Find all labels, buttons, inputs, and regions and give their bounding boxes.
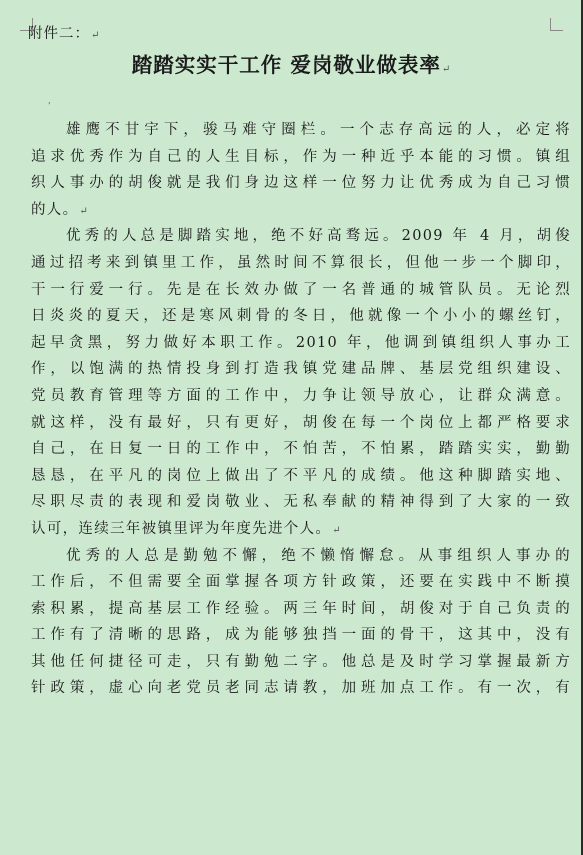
text-line-content: 日炎炎的夏天，还是寒风刺骨的冬日，他就像一个小小的螺丝钉， bbox=[31, 308, 571, 325]
text-line bbox=[31, 383, 571, 410]
text-line bbox=[31, 410, 571, 437]
text-line bbox=[31, 330, 571, 357]
text-line-content: 针政策，虚心向老党员老同志请教，加班加点工作。有一次，有 bbox=[31, 680, 571, 697]
text-line bbox=[31, 277, 571, 304]
paragraph-mark: ↵ bbox=[79, 205, 90, 217]
text-line bbox=[31, 622, 571, 649]
text-line bbox=[31, 250, 571, 277]
text-line-content: 党员教育管理等方面的工作中，力争让领导放心，让群众满意。 bbox=[31, 387, 571, 404]
text-line-content: 干一行爱一行。先是在长效办做了一名普通的城管队员。无论烈 bbox=[31, 281, 571, 298]
text-line-content: 尽职尽责的表现和爱岗敬业、无私奉献的精神得到了大家的一致 bbox=[31, 494, 571, 511]
text-line bbox=[31, 489, 571, 516]
text-line bbox=[31, 303, 571, 330]
text-line-content: 的人。 bbox=[31, 201, 79, 218]
text-line bbox=[31, 675, 571, 702]
text-line-content: 自己，在日复一日的工作中，不怕苦，不怕累，踏踏实实，勤勤 bbox=[31, 441, 571, 458]
text-line-content: 恳恳，在平凡的岗位上做出了不平凡的成绩。他这种脚踏实地、 bbox=[31, 467, 571, 484]
text-line bbox=[31, 436, 571, 463]
text-line bbox=[31, 197, 571, 224]
text-line-content: 其他任何捷径可走，只有勤勉二字。他总是及时学习掌握最新方 bbox=[31, 653, 571, 670]
margin-corner-mark bbox=[550, 18, 563, 31]
text-line-content: 认可，连续三年被镇里评为年度先进个人。 bbox=[31, 520, 332, 537]
page-title: 踏踏实实干工作 爱岗敬业做表率↵ bbox=[131, 53, 452, 77]
text-line bbox=[31, 144, 571, 171]
text-line bbox=[31, 117, 571, 144]
text-line-content: 优秀的人总是勤勉不懈，绝不懒惰懈怠。从事组织人事办的 bbox=[66, 547, 571, 564]
text-line bbox=[31, 649, 571, 676]
text-line bbox=[31, 170, 571, 197]
empty-paragraph-mark: ‚ bbox=[48, 96, 51, 106]
document-body bbox=[31, 117, 571, 702]
text-line bbox=[31, 463, 571, 490]
text-line bbox=[31, 356, 571, 383]
text-line bbox=[31, 516, 571, 543]
text-line-content: 织人事办的胡俊就是我们身边这样一位努力让优秀成为自己习惯 bbox=[31, 175, 571, 192]
text-line-content: 追求优秀作为自己的人生目标，作为一种近乎本能的习惯。镇组 bbox=[31, 148, 571, 165]
text-line-content: 作，以饱满的热情投身到打造我镇党建品牌、基层党组织建设、 bbox=[31, 361, 571, 378]
paragraph-mark: ↵ bbox=[332, 524, 342, 536]
text-line-content: 雄鹰不甘宇下，骏马难守圈栏。一个志存高远的人，必定将 bbox=[66, 122, 571, 138]
text-line bbox=[31, 223, 571, 250]
text-line bbox=[31, 543, 571, 570]
text-line-content: 索积累，提高基层工作经验。两三年时间，胡俊对于自己负责的 bbox=[31, 600, 571, 617]
text-line-content: 起早贪黑，努力做好本职工作。2010 年，他调到镇组织人事办工 bbox=[31, 334, 571, 351]
text-line-content: 工作后，不但需要全面掌握各项方针政策，还要在实践中不断摸 bbox=[31, 574, 571, 591]
text-line-content: 优秀的人总是脚踏实地，绝不好高骛远。2009 年 4 月，胡俊 bbox=[66, 228, 571, 245]
text-line bbox=[31, 569, 571, 596]
text-line-content: 就这样，没有最好，只有更好，胡俊在每一个岗位上都严格要求 bbox=[31, 414, 571, 431]
text-line-content: 通过招考来到镇里工作，虽然时间不算很长，但他一步一个脚印， bbox=[31, 254, 571, 271]
text-line-content: 工作有了清晰的思路，成为能够独挡一面的骨干，这其中，没有 bbox=[31, 627, 571, 644]
text-line bbox=[31, 596, 571, 623]
attachment-label: 附件二：↵ bbox=[28, 26, 101, 42]
